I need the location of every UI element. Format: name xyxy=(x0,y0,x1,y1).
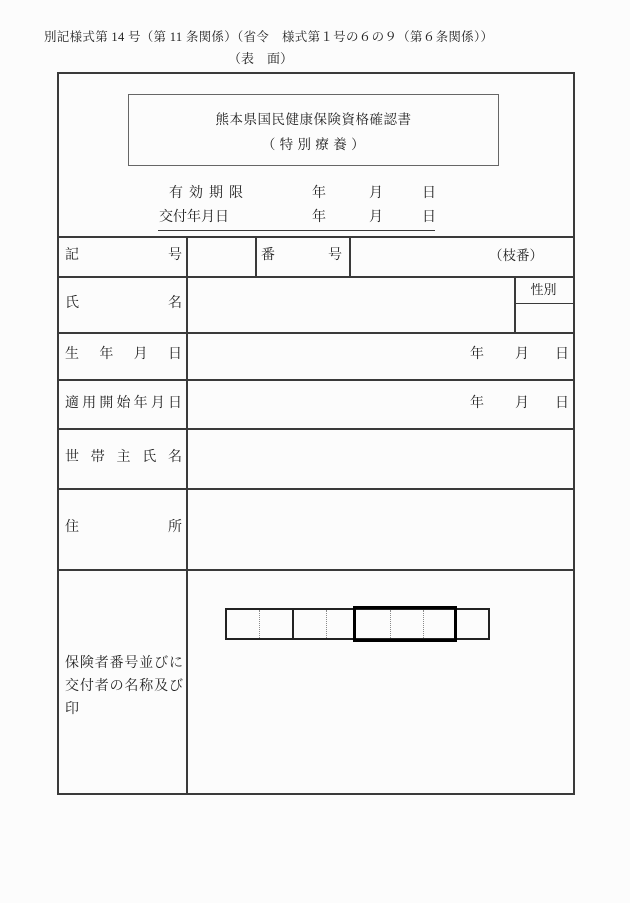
issue-month-unit: 月 xyxy=(369,210,383,225)
address-label: 住所 xyxy=(65,520,182,535)
certificate-title-box xyxy=(128,94,499,166)
issue-date-label: 交付年月日 xyxy=(159,210,229,225)
issue-year-unit: 年 xyxy=(312,210,326,225)
insurer-number-and-issuer-label: 保険者番号並びに交付者の名称及び印 xyxy=(65,656,183,717)
birth-date-label: 生年月日 xyxy=(65,347,182,362)
table-top-divider xyxy=(59,236,573,238)
form-number-caption: 別記様式第 14 号（第 11 条関係）（省令 様式第１号の６の９（第６条関係）） xyxy=(44,30,494,44)
insurer-number-digit-strip xyxy=(225,608,490,640)
start-day-unit: 日 xyxy=(555,396,569,411)
start-year-unit: 年 xyxy=(470,396,484,411)
digit-cell-8 xyxy=(456,610,488,638)
symbol-label: 記号 xyxy=(65,248,182,263)
sex-cell-divider xyxy=(514,303,573,304)
digit-cell-3 xyxy=(294,610,327,638)
label-column-divider xyxy=(186,236,188,793)
birth-day-unit: 日 xyxy=(555,347,569,362)
application-start-label: 適用開始年月日 xyxy=(65,396,182,411)
digit-cell-6 xyxy=(391,610,424,638)
form-outer-frame xyxy=(57,72,575,795)
row-divider-birth xyxy=(59,379,573,381)
digit-cell-7 xyxy=(424,610,456,638)
digit-cell-2 xyxy=(260,610,294,638)
issue-day-unit: 日 xyxy=(422,210,436,225)
expiry-month-unit: 月 xyxy=(369,186,383,201)
expiry-date-label: 有効期限 xyxy=(169,186,243,201)
branch-number-note: （枝番） xyxy=(489,248,543,263)
number-label: 番号 xyxy=(261,248,342,263)
digit-cell-4 xyxy=(327,610,359,638)
householder-name-label: 世帯主氏名 xyxy=(65,450,182,465)
row-divider-name xyxy=(59,332,573,334)
digit-cell-5 xyxy=(359,610,392,638)
row-divider-start xyxy=(59,428,573,430)
digit-cell-1 xyxy=(227,610,260,638)
row-divider-householder xyxy=(59,488,573,490)
expiry-day-unit: 日 xyxy=(422,186,436,201)
sex-label: 性別 xyxy=(530,282,557,297)
symbol-value-divider xyxy=(255,236,257,276)
issue-date-underline xyxy=(158,230,435,231)
birth-month-unit: 月 xyxy=(515,347,529,362)
certificate-subtitle: （ 特 別 療 養 ） xyxy=(261,136,366,152)
start-month-unit: 月 xyxy=(515,396,529,411)
birth-year-unit: 年 xyxy=(470,347,484,362)
expiry-year-unit: 年 xyxy=(312,186,326,201)
name-label: 氏名 xyxy=(65,296,182,311)
front-side-caption: （表 面） xyxy=(228,51,294,66)
row-divider-address xyxy=(59,569,573,571)
number-label-divider xyxy=(349,236,351,276)
row-divider-symbol xyxy=(59,276,573,278)
certificate-title: 熊本県国民健康保険資格確認書 xyxy=(215,111,412,127)
